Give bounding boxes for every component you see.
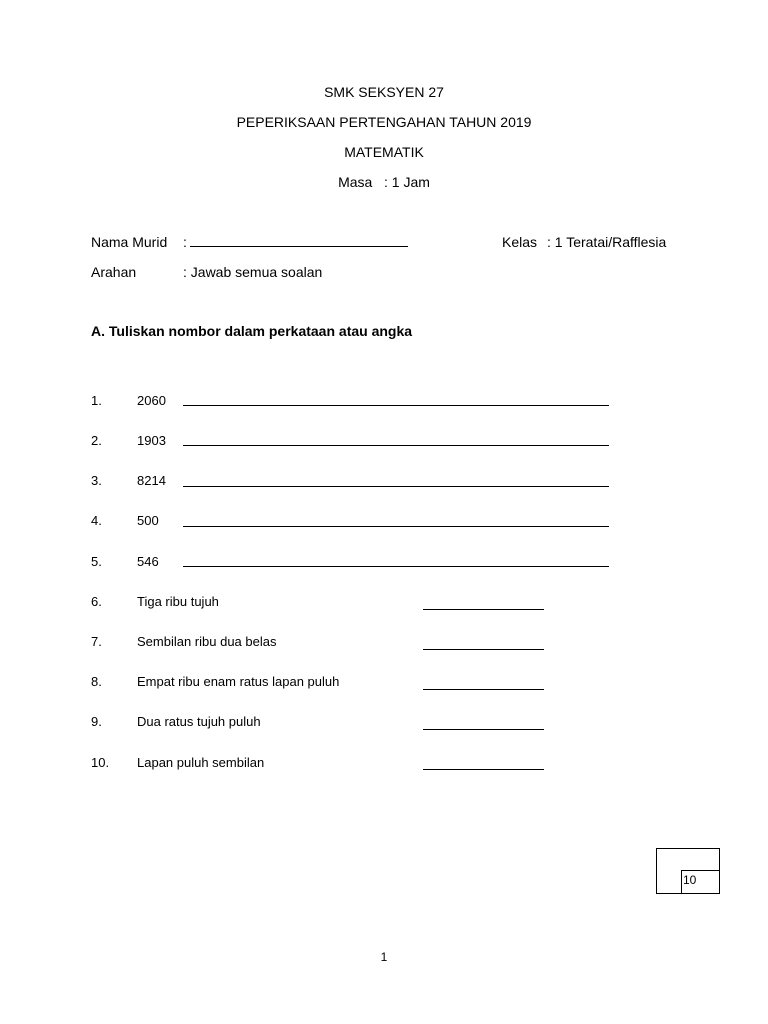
- class-label: Kelas: [502, 234, 538, 250]
- question-text: Dua ratus tujuh puluh: [137, 714, 261, 729]
- score-total-box: [681, 870, 720, 894]
- answer-line[interactable]: [183, 566, 609, 567]
- answer-line[interactable]: [423, 649, 544, 650]
- question-text: Lapan puluh sembilan: [137, 755, 265, 770]
- answer-line[interactable]: [423, 609, 544, 610]
- question-number: 3.: [91, 473, 102, 488]
- question-text: Empat ribu enam ratus lapan puluh: [137, 674, 340, 689]
- instruction-value: : Jawab semua soalan: [183, 264, 323, 280]
- answer-line[interactable]: [423, 769, 544, 770]
- answer-line[interactable]: [183, 486, 609, 487]
- subject-title: MATEMATIK: [344, 144, 424, 160]
- question-text: 8214: [137, 473, 166, 488]
- question-text: Tiga ribu tujuh: [137, 594, 219, 609]
- answer-line[interactable]: [423, 689, 544, 690]
- question-number: 4.: [91, 513, 102, 528]
- answer-line[interactable]: [183, 526, 609, 527]
- answer-line[interactable]: [423, 729, 544, 730]
- exam-title: PEPERIKSAAN PERTENGAHAN TAHUN 2019: [236, 114, 532, 130]
- question-text: 500: [137, 513, 159, 528]
- question-number: 10.: [91, 755, 110, 770]
- question-number: 9.: [91, 714, 102, 729]
- page-number: 1: [380, 950, 388, 964]
- school-name: SMK SEKSYEN 27: [324, 84, 444, 100]
- exam-duration: Masa : 1 Jam: [338, 174, 430, 190]
- question-text: 2060: [137, 393, 166, 408]
- answer-line[interactable]: [183, 405, 609, 406]
- question-text: 546: [137, 554, 159, 569]
- question-number: 1.: [91, 393, 102, 408]
- question-number: 5.: [91, 554, 102, 569]
- question-number: 2.: [91, 433, 102, 448]
- score-total: 10: [683, 873, 697, 887]
- question-number: 6.: [91, 594, 102, 609]
- question-number: 7.: [91, 634, 102, 649]
- section-a-title: A. Tuliskan nombor dalam perkataan atau angka: [91, 323, 413, 339]
- question-number: 8.: [91, 674, 102, 689]
- answer-line[interactable]: [183, 445, 609, 446]
- question-text: 1903: [137, 433, 166, 448]
- class-value: : 1 Teratai/Rafflesia: [547, 234, 667, 250]
- question-text: Sembilan ribu dua belas: [137, 634, 277, 649]
- name-colon: :: [183, 234, 187, 250]
- name-label: Nama Murid: [91, 234, 168, 250]
- name-answer-line[interactable]: [190, 246, 408, 247]
- instruction-label: Arahan: [91, 264, 137, 280]
